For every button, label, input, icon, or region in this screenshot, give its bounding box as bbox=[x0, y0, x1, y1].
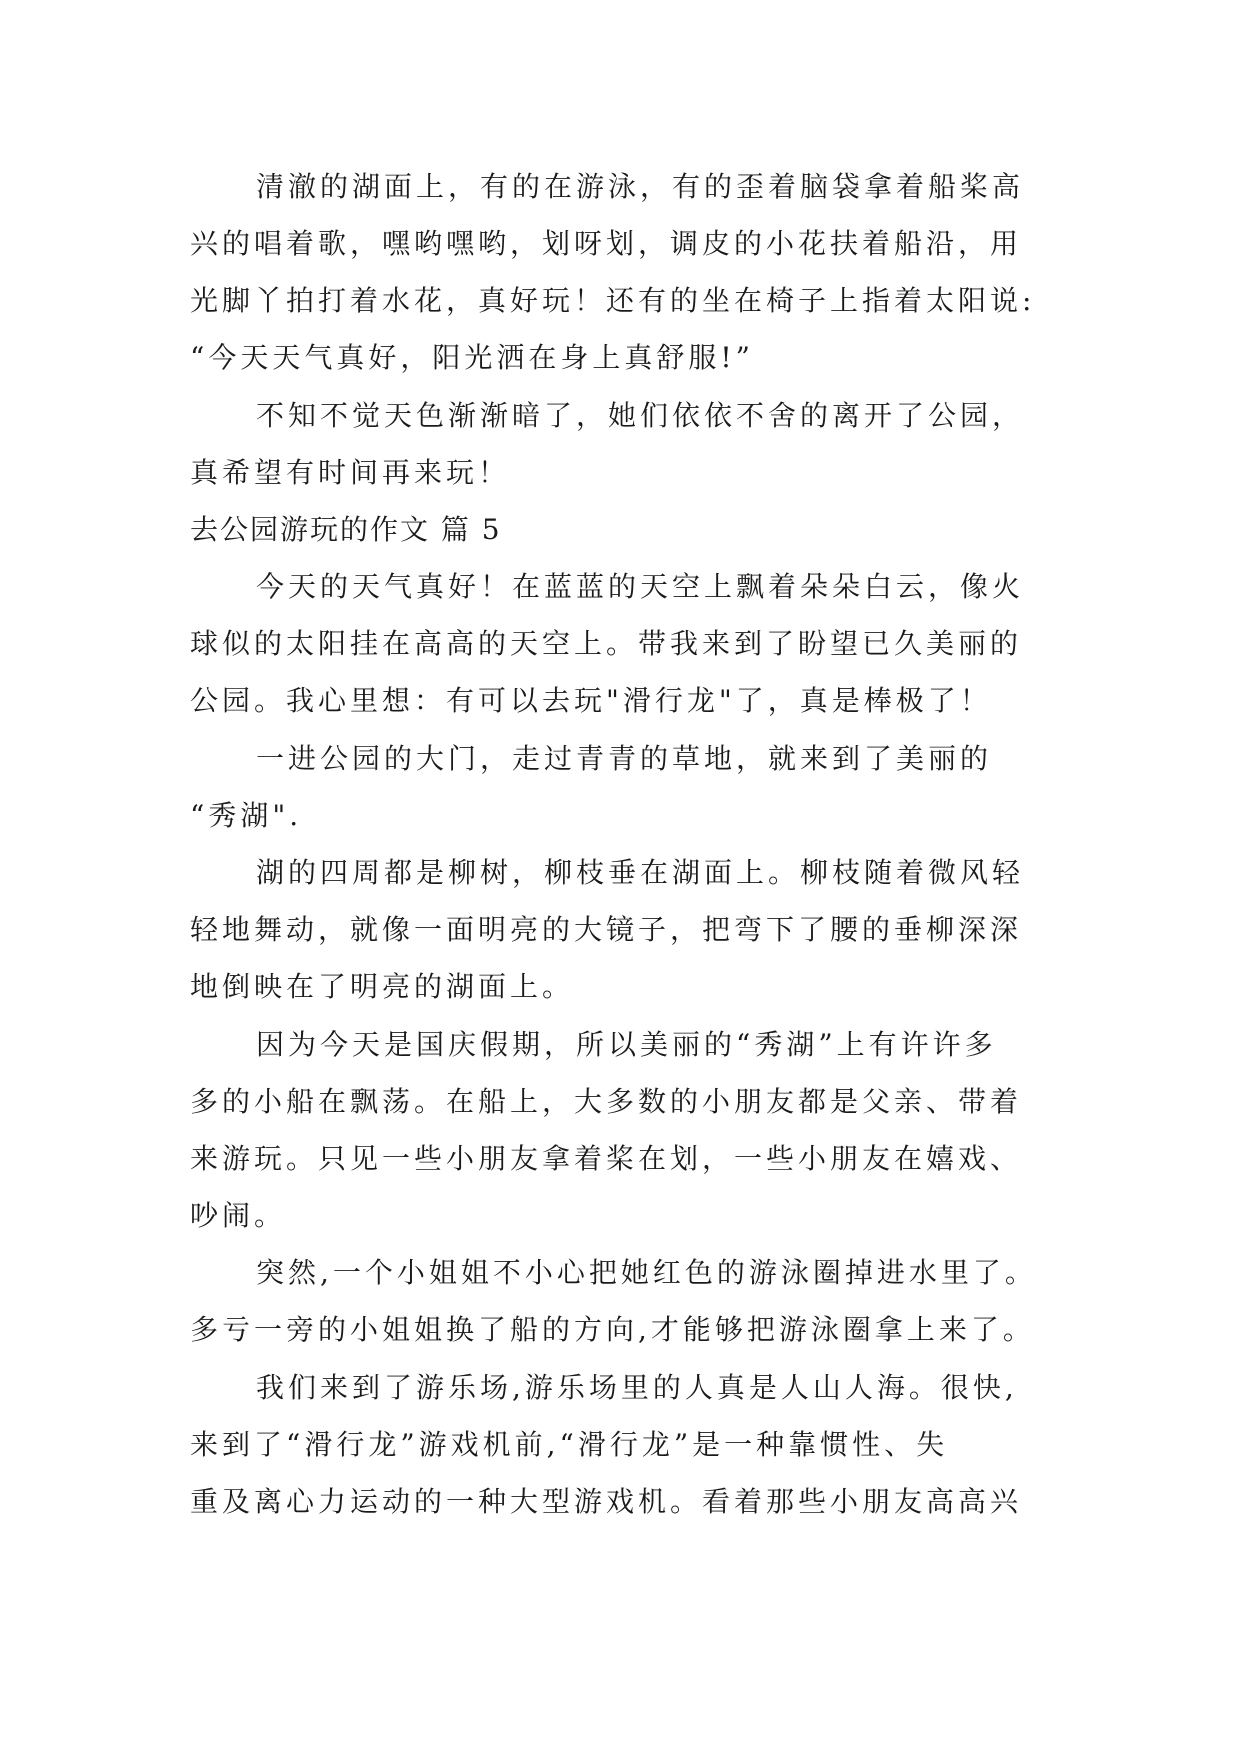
text-line: 不知不觉天色渐渐暗了，她们依依不舍的离开了公园， bbox=[256, 399, 1025, 432]
text-line: 来游玩。只见一些小朋友拿着桨在划，一些小朋友在嬉戏、 bbox=[190, 1142, 1023, 1175]
text-line: “秀湖". bbox=[190, 799, 303, 832]
text-line: 来到了“滑行龙”游戏机前,“滑行龙”是一种靠惯性、失 bbox=[190, 1428, 949, 1461]
text-line: 今天的天气真好！在蓝蓝的天空上飘着朵朵白云，像火 bbox=[256, 570, 1025, 603]
text-line: 地倒映在了明亮的湖面上。 bbox=[190, 970, 575, 1003]
text-line: 吵闹。 bbox=[190, 1199, 287, 1232]
text-line: 兴的唱着歌，嘿哟嘿哟，划呀划，调皮的小花扶着船沿，用 bbox=[190, 227, 1023, 260]
text-line: “今天天气真好，阳光洒在身上真舒服!” bbox=[190, 341, 754, 374]
text-line: 公园。我心里想：有可以去玩"滑行龙"了，真是棒极了！ bbox=[190, 684, 992, 717]
text-line: 球似的太阳挂在高高的天空上。带我来到了盼望已久美丽的 bbox=[190, 627, 1023, 660]
text-line: 多亏一旁的小姐姐换了船的方向,才能够把游泳圈拿上来了。 bbox=[190, 1313, 1035, 1346]
section-heading: 去公园游玩的作文 篇 5 bbox=[190, 513, 502, 546]
text-line: 湖的四周都是柳树，柳枝垂在湖面上。柳枝随着微风轻 bbox=[256, 856, 1025, 889]
text-line: 一进公园的大门，走过青青的草地，就来到了美丽的 bbox=[256, 742, 993, 775]
text-line: 因为今天是国庆假期，所以美丽的“秀湖”上有许许多 bbox=[256, 1028, 997, 1061]
text-line: 清澈的湖面上，有的在游泳，有的歪着脑袋拿着船桨高 bbox=[256, 170, 1025, 203]
text-line: 我们来到了游乐场,游乐场里的人真是人山人海。很快, bbox=[256, 1371, 1018, 1404]
text-line: 突然,一个小姐姐不小心把她红色的游泳圈掉进水里了。 bbox=[256, 1256, 1037, 1289]
text-line: 多的小船在飘荡。在船上，大多数的小朋友都是父亲、带着 bbox=[190, 1085, 1023, 1118]
text-line: 轻地舞动，就像一面明亮的大镜子，把弯下了腰的垂柳深深 bbox=[190, 913, 1023, 946]
text-line: 光脚丫拍打着水花，真好玩！还有的坐在椅子上指着太阳说: bbox=[190, 284, 1036, 317]
text-line: 重及离心力运动的一种大型游戏机。看着那些小朋友高高兴 bbox=[190, 1485, 1023, 1518]
text-line: 真希望有时间再来玩！ bbox=[190, 456, 511, 489]
